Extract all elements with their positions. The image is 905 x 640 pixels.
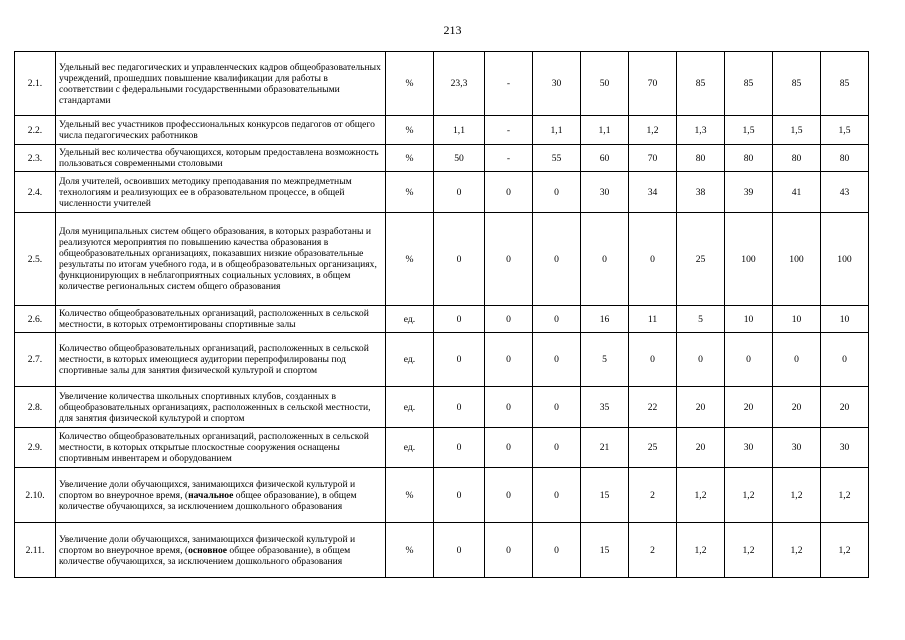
- value-cell: 0: [533, 213, 581, 306]
- value-cell: 1,1: [533, 116, 581, 145]
- value-cell: 80: [773, 145, 821, 172]
- value-cell: 30: [773, 428, 821, 468]
- value-cell: 0: [434, 428, 485, 468]
- row-number: 2.5.: [15, 213, 56, 306]
- value-cell: 2: [629, 523, 677, 578]
- value-cell: 80: [821, 145, 869, 172]
- value-cell: 100: [725, 213, 773, 306]
- value-cell: 0: [485, 306, 533, 333]
- value-cell: 1,2: [773, 468, 821, 523]
- table-row: [15, 523, 869, 578]
- table-row: [15, 468, 869, 523]
- value-cell: 55: [533, 145, 581, 172]
- value-cell: 0: [533, 468, 581, 523]
- value-cell: 1,2: [677, 523, 725, 578]
- value-cell: 50: [581, 52, 629, 116]
- value-cell: 1,2: [677, 468, 725, 523]
- value-cell: 16: [581, 306, 629, 333]
- value-cell: 1,1: [434, 116, 485, 145]
- value-cell: 80: [725, 145, 773, 172]
- value-cell: 25: [677, 213, 725, 306]
- value-cell: 0: [434, 172, 485, 213]
- value-cell: 22: [629, 387, 677, 428]
- value-cell: -: [485, 52, 533, 116]
- value-cell: 60: [581, 145, 629, 172]
- value-cell: 0: [629, 333, 677, 387]
- value-cell: 1,5: [725, 116, 773, 145]
- value-cell: 1,5: [821, 116, 869, 145]
- value-cell: 1,2: [821, 523, 869, 578]
- value-cell: 0: [533, 333, 581, 387]
- value-cell: 1,2: [821, 468, 869, 523]
- unit-cell: %: [386, 52, 434, 116]
- value-cell: 85: [821, 52, 869, 116]
- value-cell: 0: [485, 468, 533, 523]
- value-cell: 5: [581, 333, 629, 387]
- value-cell: 1,1: [581, 116, 629, 145]
- value-cell: 0: [434, 468, 485, 523]
- value-cell: 0: [725, 333, 773, 387]
- value-cell: 0: [533, 523, 581, 578]
- value-cell: 0: [485, 387, 533, 428]
- value-cell: 15: [581, 523, 629, 578]
- value-cell: 1,2: [773, 523, 821, 578]
- value-cell: 85: [725, 52, 773, 116]
- value-cell: 20: [677, 387, 725, 428]
- value-cell: 85: [773, 52, 821, 116]
- value-cell: 0: [485, 523, 533, 578]
- value-cell: 0: [485, 213, 533, 306]
- value-cell: 0: [434, 387, 485, 428]
- value-cell: 38: [677, 172, 725, 213]
- value-cell: 0: [485, 333, 533, 387]
- value-cell: 100: [773, 213, 821, 306]
- table-row: [15, 387, 869, 428]
- row-number: 2.3.: [15, 145, 56, 172]
- row-number: 2.8.: [15, 387, 56, 428]
- indicator-name: Удельный вес педагогических и управленческих кадров общеобразовательных учреждений, прошедших повышение квалификации для работы в соответствии с федеральными государственными образовательными стандартами: [56, 52, 386, 116]
- indicator-name: Удельный вес участников профессиональных конкурсов педагогов от общего числа педагогических работников: [56, 116, 386, 145]
- value-cell: 0: [434, 523, 485, 578]
- value-cell: 20: [677, 428, 725, 468]
- value-cell: 21: [581, 428, 629, 468]
- title-text: общее образование), в общем количестве обучающихся, за исключением дошкольного образования: [59, 489, 357, 512]
- unit-cell: %: [386, 523, 434, 578]
- row-number: 2.6.: [15, 306, 56, 333]
- value-cell: 10: [725, 306, 773, 333]
- value-cell: 2: [629, 468, 677, 523]
- value-cell: 30: [581, 172, 629, 213]
- title-bold-text: начальное: [188, 489, 234, 501]
- value-cell: 1,2: [725, 468, 773, 523]
- value-cell: 0: [821, 333, 869, 387]
- value-cell: 0: [434, 213, 485, 306]
- table-row: [15, 333, 869, 387]
- value-cell: 1,3: [677, 116, 725, 145]
- value-cell: 35: [581, 387, 629, 428]
- unit-cell: %: [386, 172, 434, 213]
- indicator-name: Удельный вес количества обучающихся, которым предоставлена возможность пользоваться современными столовыми: [56, 145, 386, 172]
- value-cell: 70: [629, 52, 677, 116]
- value-cell: 30: [533, 52, 581, 116]
- value-cell: 0: [434, 333, 485, 387]
- table-row: [15, 52, 869, 116]
- unit-cell: ед.: [386, 306, 434, 333]
- value-cell: 1,2: [725, 523, 773, 578]
- page-number: 213: [443, 23, 462, 37]
- row-number: 2.1.: [15, 52, 56, 116]
- value-cell: 85: [677, 52, 725, 116]
- row-number: 2.4.: [15, 172, 56, 213]
- title-text: Увеличение доли обучающихся, занимающихся физической культурой и спортом во внеурочное время, (: [59, 478, 356, 501]
- value-cell: 0: [629, 213, 677, 306]
- row-number: 2.9.: [15, 428, 56, 468]
- value-cell: 20: [725, 387, 773, 428]
- title-text: Увеличение доли обучающихся, занимающихся физической культурой и спортом во внеурочное время, (: [59, 533, 356, 556]
- value-cell: 70: [629, 145, 677, 172]
- value-cell: 0: [533, 387, 581, 428]
- indicator-name: Увеличение количества школьных спортивных клубов, созданных в общеобразовательных организациях, расположенных в сельской местности, для занятия физической культурой и спортом: [56, 387, 386, 428]
- value-cell: 20: [821, 387, 869, 428]
- value-cell: 20: [773, 387, 821, 428]
- unit-cell: ед.: [386, 333, 434, 387]
- indicator-name: Доля учителей, освоивших методику преподавания по межпредметным технологиям и реализующих ее в образовательном процессе, в общей численности учителей: [56, 172, 386, 213]
- value-cell: 34: [629, 172, 677, 213]
- row-number: 2.2.: [15, 116, 56, 145]
- value-cell: 10: [773, 306, 821, 333]
- unit-cell: %: [386, 145, 434, 172]
- row-number: 2.7.: [15, 333, 56, 387]
- value-cell: 23,3: [434, 52, 485, 116]
- value-cell: 5: [677, 306, 725, 333]
- value-cell: 0: [434, 306, 485, 333]
- row-number: 2.10.: [15, 468, 56, 523]
- value-cell: 43: [821, 172, 869, 213]
- value-cell: 15: [581, 468, 629, 523]
- indicator-name: Количество общеобразовательных организаций, расположенных в сельской местности, в которых имеющиеся аудитории перепрофилированы под спортивные залы для занятия физической культурой и спортом: [56, 333, 386, 387]
- value-cell: 39: [725, 172, 773, 213]
- value-cell: 10: [821, 306, 869, 333]
- value-cell: 30: [821, 428, 869, 468]
- title-text: общее образование), в общем количестве обучающихся, за исключением дошкольного образования: [59, 544, 351, 567]
- table-row: [15, 145, 869, 172]
- unit-cell: ед.: [386, 428, 434, 468]
- value-cell: 1,2: [629, 116, 677, 145]
- row-number: 2.11.: [15, 523, 56, 578]
- value-cell: 0: [533, 172, 581, 213]
- value-cell: 80: [677, 145, 725, 172]
- value-cell: 0: [533, 428, 581, 468]
- unit-cell: %: [386, 213, 434, 306]
- unit-cell: %: [386, 468, 434, 523]
- unit-cell: %: [386, 116, 434, 145]
- indicators-table: [14, 51, 869, 578]
- table-row: [15, 306, 869, 333]
- indicator-name: [56, 523, 386, 578]
- table-row: [15, 116, 869, 145]
- table-row: [15, 172, 869, 213]
- value-cell: 0: [773, 333, 821, 387]
- value-cell: 0: [581, 213, 629, 306]
- table-row: [15, 428, 869, 468]
- value-cell: 25: [629, 428, 677, 468]
- indicator-name: Доля муниципальных систем общего образования, в которых разработаны и реализуются мероприятия по повышению качества образования в общеобразовательных организациях, показавших низкие образовательные результаты по итогам учебного года, и в общеобразовательных организациях, функционирующих в неблагоприятных социальных условиях, в общем количестве региональных систем общего образования: [56, 213, 386, 306]
- value-cell: 41: [773, 172, 821, 213]
- title-bold-text: основное: [188, 544, 227, 556]
- indicator-name: Количество общеобразовательных организаций, расположенных в сельской местности, в которых открытые плоскостные сооружения оснащены спортивным инвентарем и оборудованием: [56, 428, 386, 468]
- value-cell: 11: [629, 306, 677, 333]
- value-cell: 0: [485, 428, 533, 468]
- value-cell: 0: [485, 172, 533, 213]
- value-cell: -: [485, 145, 533, 172]
- value-cell: 50: [434, 145, 485, 172]
- unit-cell: ед.: [386, 387, 434, 428]
- value-cell: -: [485, 116, 533, 145]
- table-row: [15, 213, 869, 306]
- value-cell: 1,5: [773, 116, 821, 145]
- value-cell: 30: [725, 428, 773, 468]
- indicator-name: Количество общеобразовательных организаций, расположенных в сельской местности, в которых отремонтированы спортивные залы: [56, 306, 386, 333]
- value-cell: 0: [677, 333, 725, 387]
- value-cell: 0: [533, 306, 581, 333]
- value-cell: 100: [821, 213, 869, 306]
- indicator-name: [56, 468, 386, 523]
